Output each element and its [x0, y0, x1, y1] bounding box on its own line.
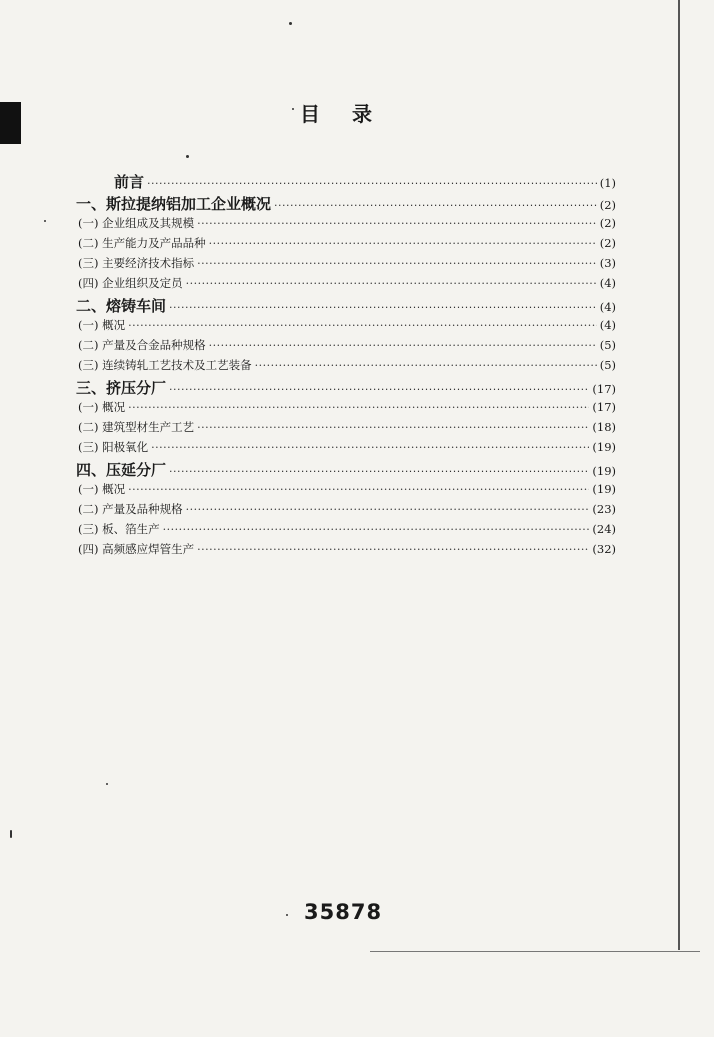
toc-entry-label: (三) 主要经济技术指标	[78, 256, 195, 270]
dot-leader	[151, 441, 589, 454]
toc-subentry	[76, 215, 616, 235]
scan-speck	[186, 155, 189, 158]
toc-page-number: (17)	[592, 382, 616, 396]
toc-entry-label: (二) 产量及合金品种规格	[78, 338, 206, 352]
toc-page-number: (24)	[592, 522, 616, 536]
toc-entry-label: (三) 阳极氧化	[78, 440, 149, 454]
toc-page-number: (5)	[599, 338, 616, 352]
toc-entry-label: (三) 连续铸轧工艺技术及工艺装备	[78, 358, 252, 372]
bottom-rule	[370, 951, 700, 952]
toc-subentry	[76, 337, 616, 357]
dot-leader	[186, 277, 597, 290]
toc-entry-label: (二) 产量及品种规格	[78, 502, 183, 516]
toc-page-number: (4)	[599, 276, 616, 290]
table-of-contents	[76, 171, 616, 561]
toc-subentry	[76, 419, 616, 439]
toc-entry-label: (四) 企业组织及定员	[78, 276, 183, 290]
scan-speck	[10, 830, 12, 838]
toc-entry	[76, 459, 616, 481]
dot-leader	[128, 319, 597, 332]
toc-subentry	[76, 541, 616, 561]
toc-entry	[76, 171, 616, 193]
toc-subentry	[76, 275, 616, 295]
dot-leader	[169, 383, 589, 396]
dot-leader	[128, 401, 589, 414]
toc-entry	[76, 193, 616, 215]
toc-entry-label: (二) 建筑型材生产工艺	[78, 420, 195, 434]
toc-entry-label: (三) 板、箔生产	[78, 522, 160, 536]
dot-leader	[255, 359, 597, 372]
toc-page-number: (2)	[599, 198, 616, 212]
scan-speck	[106, 783, 108, 785]
scan-speck	[286, 914, 288, 916]
scan-speck	[44, 220, 46, 222]
dot-leader	[128, 483, 589, 496]
toc-entry-label: 一、斯拉提纳铝加工企业概况	[76, 195, 272, 213]
toc-entry-label: 四、压延分厂	[76, 461, 167, 479]
dot-leader	[197, 421, 589, 434]
toc-entry-label: (一) 企业组成及其规模	[78, 216, 195, 230]
toc-subentry	[76, 481, 616, 501]
toc-page-number: (3)	[599, 256, 616, 270]
toc-page-number: (32)	[592, 542, 616, 556]
dot-leader	[169, 465, 589, 478]
toc-subentry	[76, 235, 616, 255]
toc-subentry	[76, 501, 616, 521]
page-edge-rule	[678, 0, 680, 950]
toc-page-number: (1)	[599, 176, 616, 190]
toc-entry-label: (一) 概况	[78, 400, 126, 414]
toc-subentry	[76, 317, 616, 337]
dot-leader	[186, 503, 590, 516]
toc-subentry	[76, 439, 616, 459]
toc-entry-label: 前言	[114, 173, 145, 191]
binding-mark	[0, 102, 21, 144]
toc-page-number: (18)	[592, 420, 616, 434]
toc-entry-label: (一) 概况	[78, 318, 126, 332]
dot-leader	[197, 257, 597, 270]
toc-page-number: (4)	[599, 318, 616, 332]
dot-leader	[169, 301, 597, 314]
page-title: 目录	[300, 102, 404, 126]
toc-subentry	[76, 521, 616, 541]
toc-page-number: (2)	[599, 236, 616, 250]
toc-page-number: (4)	[599, 300, 616, 314]
toc-page-number: (19)	[592, 440, 616, 454]
toc-entry	[76, 295, 616, 317]
toc-entry-label: (一) 概况	[78, 482, 126, 496]
toc-entry-label: (二) 生产能力及产品品种	[78, 236, 206, 250]
dot-leader	[209, 339, 597, 352]
footer-number: 35878	[304, 900, 383, 924]
toc-entry-label: (四) 高频感应焊管生产	[78, 542, 195, 556]
toc-entry-label: 二、熔铸车间	[76, 297, 167, 315]
toc-subentry	[76, 399, 616, 419]
dot-leader	[197, 543, 589, 556]
toc-page-number: (2)	[599, 216, 616, 230]
toc-page-number: (23)	[592, 502, 616, 516]
scan-speck	[292, 108, 294, 110]
toc-page-number: (19)	[592, 482, 616, 496]
dot-leader	[209, 237, 597, 250]
dot-leader	[274, 199, 597, 212]
toc-entry	[76, 377, 616, 399]
dot-leader	[147, 177, 597, 190]
toc-page-number: (5)	[599, 358, 616, 372]
dot-leader	[163, 523, 590, 536]
toc-entry-label: 三、挤压分厂	[76, 379, 167, 397]
toc-page-number: (19)	[592, 464, 616, 478]
scan-speck	[289, 22, 292, 25]
toc-subentry	[76, 255, 616, 275]
toc-subentry	[76, 357, 616, 377]
dot-leader	[197, 217, 597, 230]
toc-page-number: (17)	[592, 400, 616, 414]
